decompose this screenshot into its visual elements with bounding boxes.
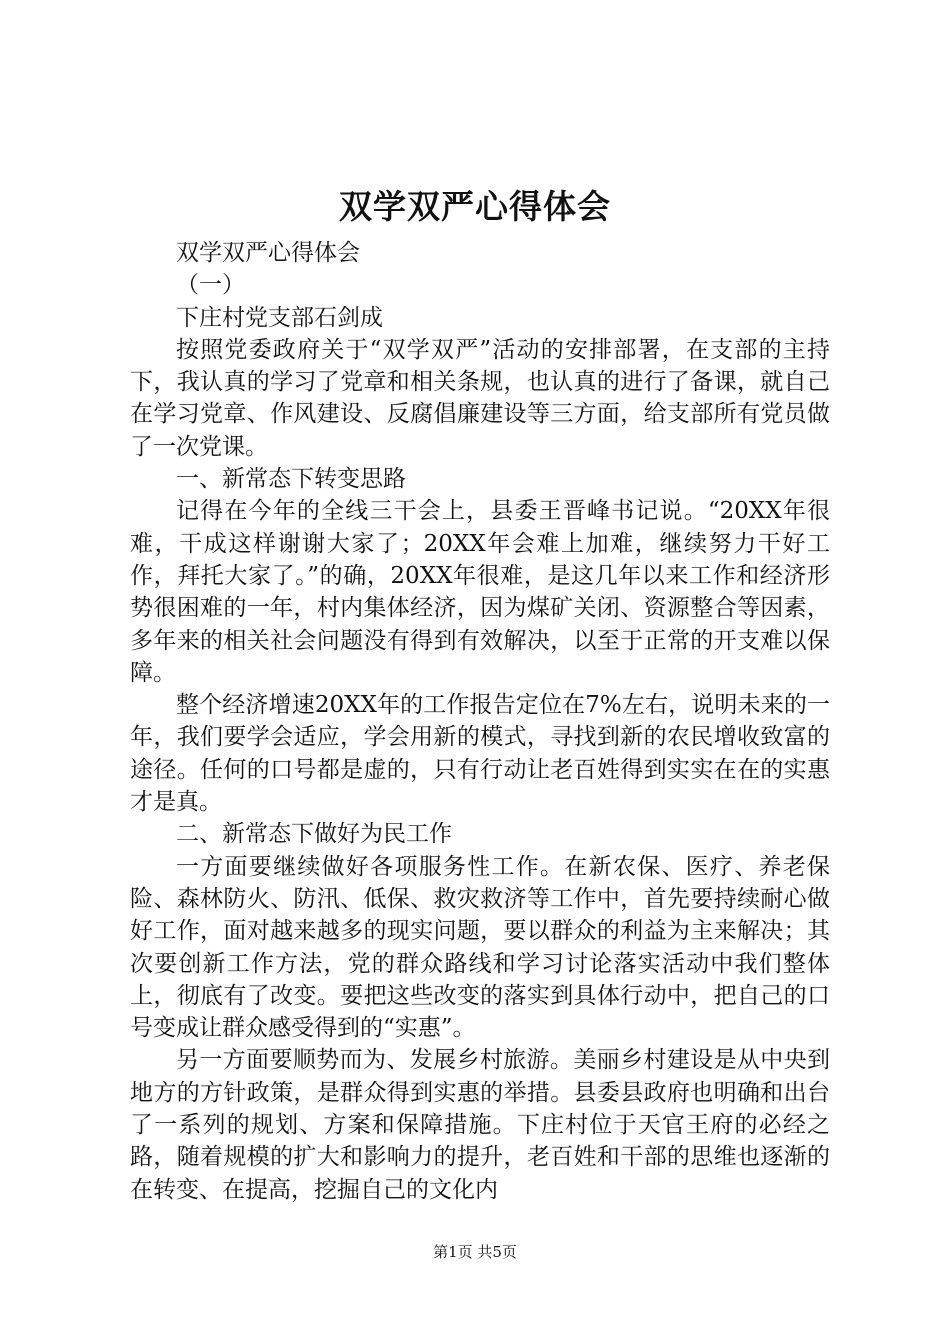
paragraph-intro: 按照党委政府关于“双学双严”活动的安排部署，在支部的主持下，我认真的学习了党章和相关条规，也认真的进行了备课，就自己在学习党章、作风建设、反腐倡廉建设等三方面，给支部所有党员做了一次党课。 <box>130 336 830 460</box>
paragraph-section-number: （一） <box>176 272 245 299</box>
paragraph-body-1: 记得在今年的全线三干会上，县委王晋峰书记说。“20XX年很难，干成这样谢谢大家了；20XX年会难上加难，继续努力干好工作，拜托大家了。”的确，20XX年很难，是这几年以来工作和经济形势很困难的一年，村内集体经济，因为煤矿关闭、资源整合等因素，多年来的相关社会问题没有得到有效解决，以至于正常的开支难以保障。 <box>130 498 830 686</box>
paragraph-author: 下庄村党支部石剑成 <box>176 304 383 331</box>
page-footer: 第1页 共5页 <box>433 1243 517 1261</box>
document-body <box>130 237 830 1206</box>
paragraph-subtitle: 双学双严心得体会 <box>176 240 360 266</box>
paragraph-body-3: 一方面要继续做好各项服务性工作。在新农保、医疗、养老保险、森林防火、防汛、低保、救灾救济等工作中，首先要持续耐心做好工作，面对越来越多的现实问题，要以群众的利益为主来解决；其次要创新工作方法，党的群众路线和学习讨论落实活动中我们整体上，彻底有了改变。要把这些改变的落实到具体行动中，把自己的口号变成让群众感受得到的“实惠”。 <box>130 853 830 1042</box>
paragraph-body-2: 整个经济增速20XX年的工作报告定位在7%左右，说明未来的一年，我们要学会适应，学会用新的模式，寻找到新的农民增收致富的途径。任何的口号都是虚的，只有行动让老百姓得到实实在在的实惠才是真。 <box>130 692 830 816</box>
paragraph-heading-1: 一、新常态下转变思路 <box>176 466 406 493</box>
paragraph-body-4: 另一方面要顺势而为、发展乡村旅游。美丽乡村建设是从中央到地方的方针政策，是群众得到实惠的举措。县委县政府也明确和出台了一系列的规划、方案和保障措施。下庄村位于天官王府的必经之路，随着规模的扩大和影响力的提升，老百姓和干部的思维也逐渐的在转变、在提高，挖掘自己的文化内 <box>130 1047 830 1203</box>
paragraph-heading-2: 二、新常态下做好为民工作 <box>176 821 452 848</box>
document-title: 双学双严心得体会 <box>339 187 611 226</box>
